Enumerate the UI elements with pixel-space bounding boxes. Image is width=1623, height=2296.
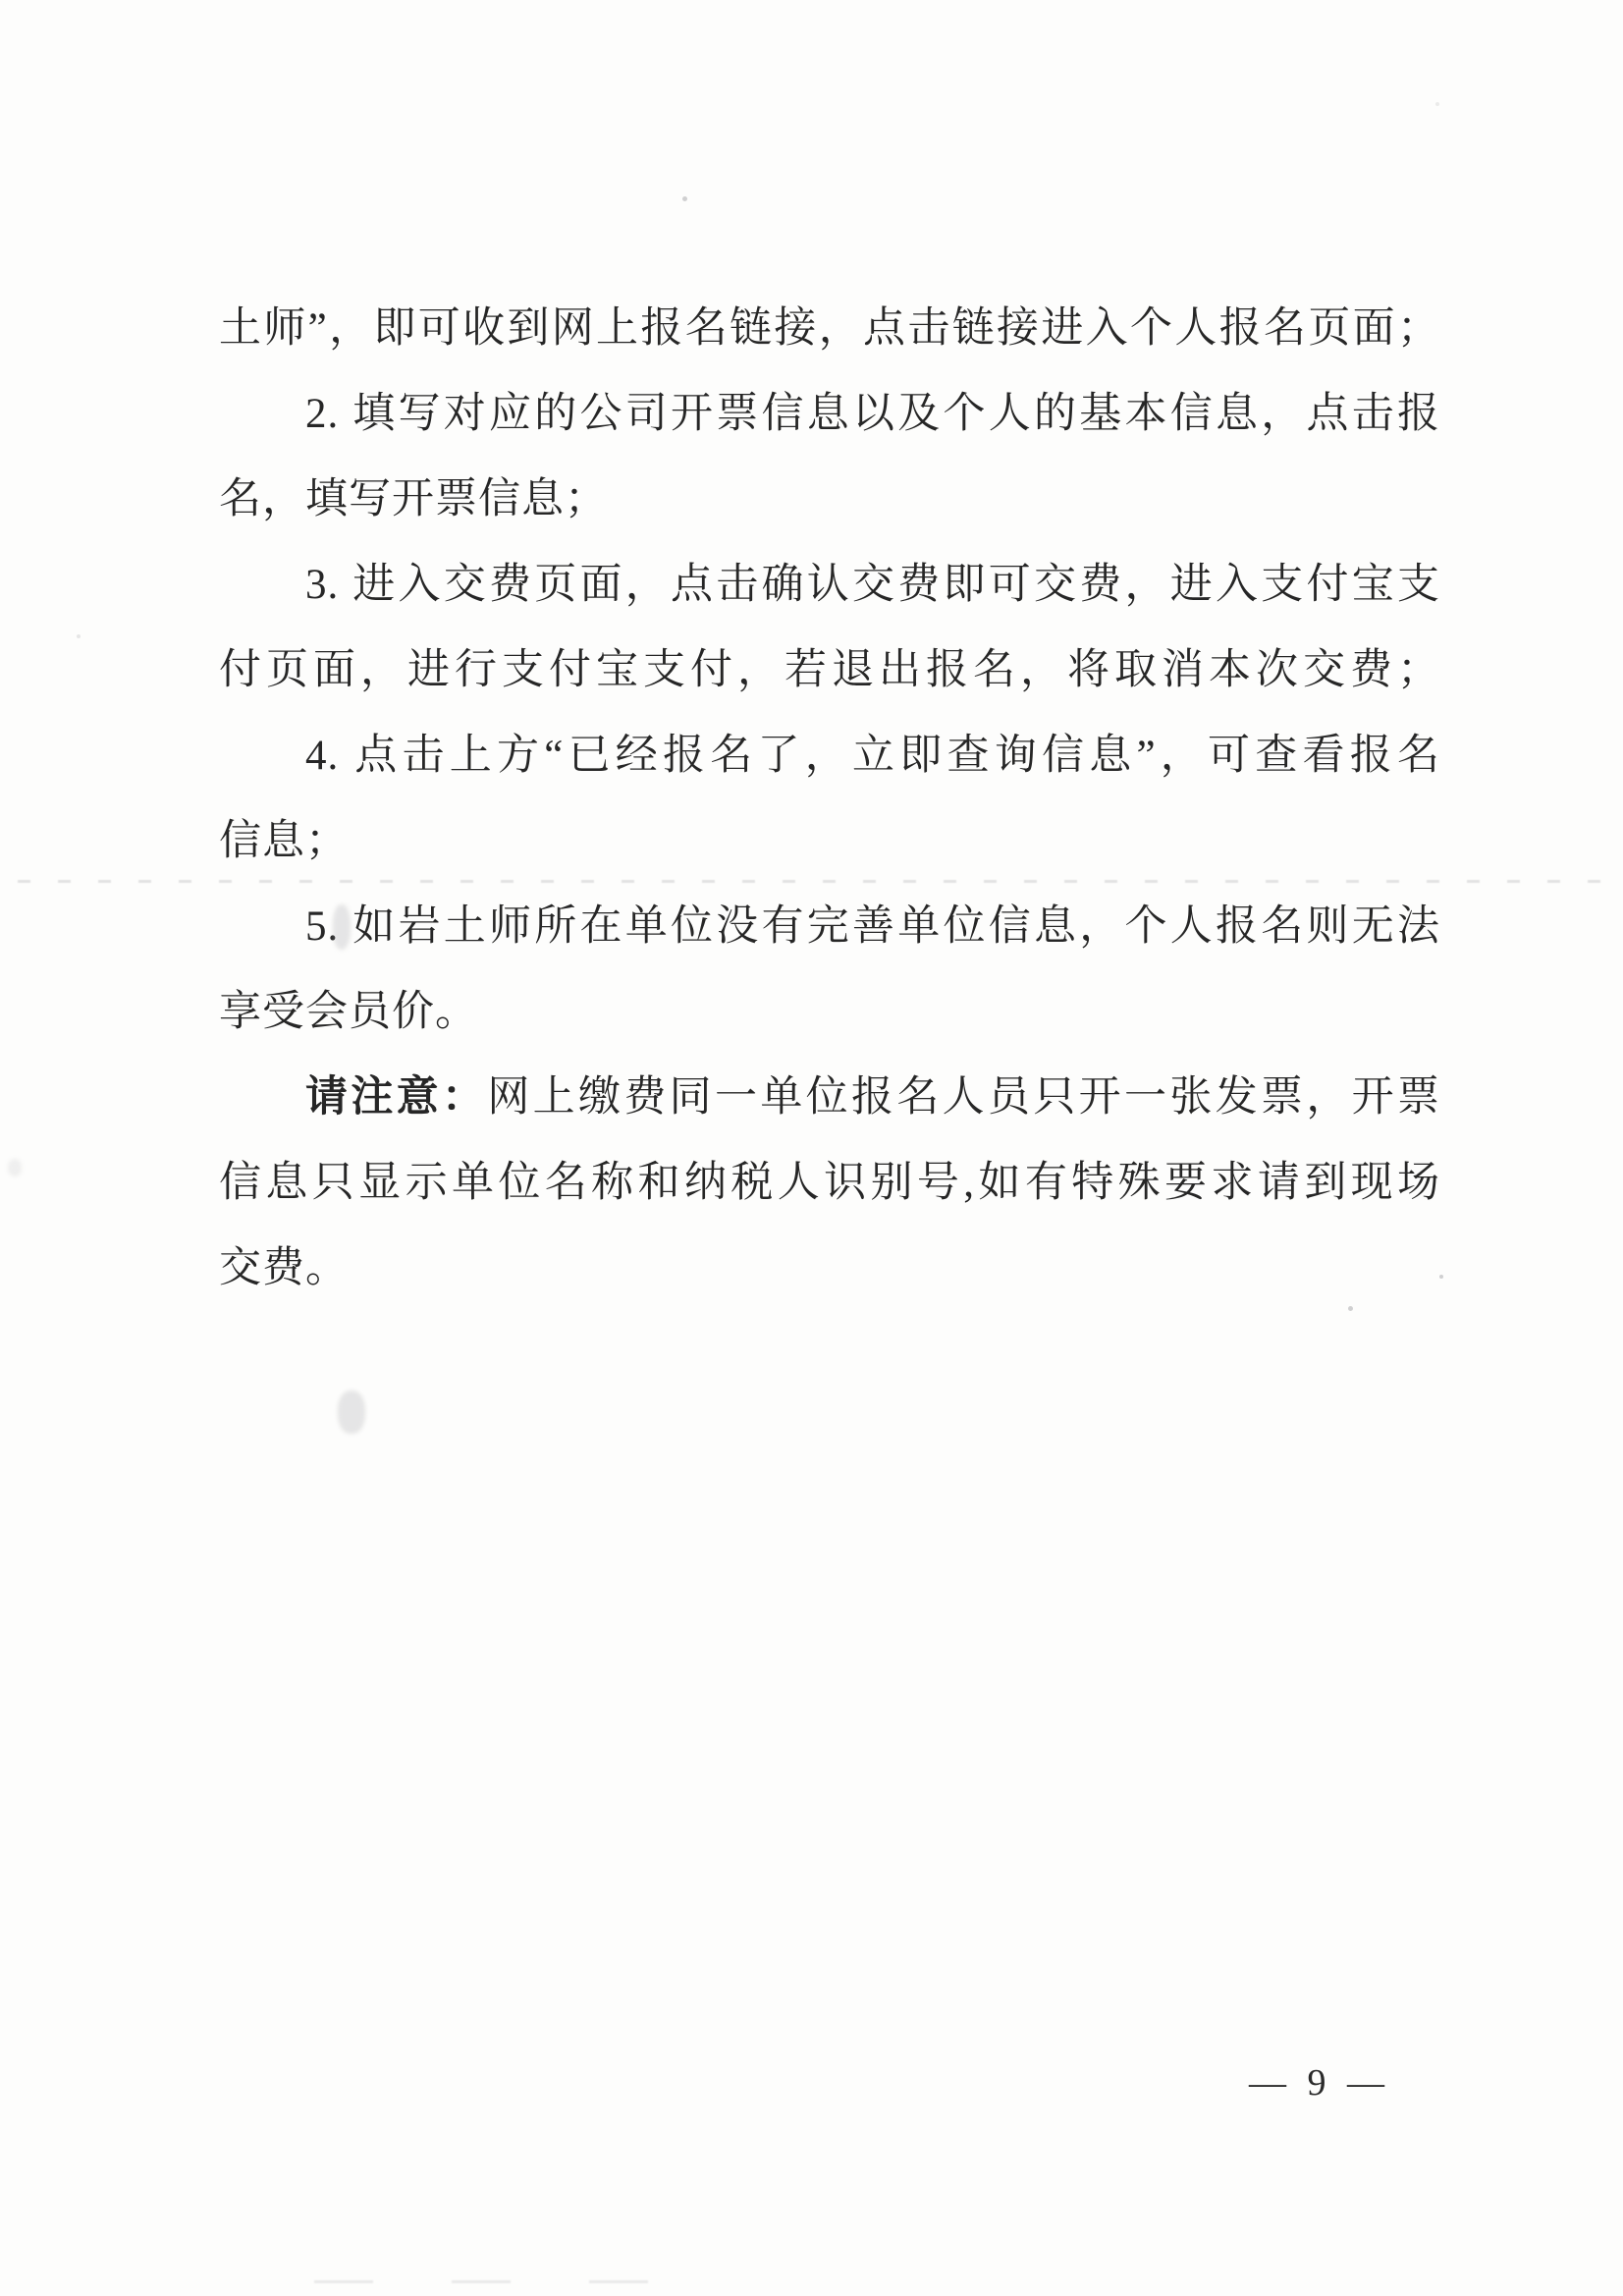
text-line: 交费。 bbox=[219, 1245, 349, 1291]
text-line: 5. 如岩土师所在单位没有完善单位信息，个人报名则无法 bbox=[305, 903, 1440, 950]
text-line: 付页面，进行支付宝支付，若退出报名，将取消本次交费； bbox=[219, 647, 1440, 693]
text-line: 3. 进入交费页面，点击确认交费即可交费，进入支付宝支 bbox=[305, 562, 1440, 608]
text-line: 信息只显示单位名称和纳税人识别号,如有特殊要求请到现场 bbox=[219, 1160, 1440, 1206]
notice-text: 网上缴费同一单位报名人员只开一张发票，开票 bbox=[487, 1074, 1441, 1121]
scan-artifact-smudge bbox=[333, 904, 351, 950]
text-line-notice bbox=[219, 1055, 1440, 1140]
text-line: 信息； bbox=[219, 818, 349, 864]
scan-artifact-speck bbox=[682, 196, 687, 201]
text-line: 2. 填写对应的公司开票信息以及个人的基本信息，点击报 bbox=[305, 391, 1440, 437]
scan-artifact-speck bbox=[1439, 1275, 1443, 1279]
notice-label: 请注意： bbox=[305, 1074, 488, 1121]
page-number: — 9 — bbox=[1249, 2062, 1390, 2104]
scan-artifact-smudge bbox=[338, 1391, 365, 1434]
scan-artifact-streak bbox=[314, 2280, 727, 2283]
scan-artifact-streak bbox=[18, 880, 1608, 883]
text-line: 土师”，即可收到网上报名链接，点击链接进入个人报名页面； bbox=[219, 305, 1440, 352]
scan-artifact-speck bbox=[1348, 1306, 1353, 1311]
scan-artifact-smudge bbox=[8, 1159, 22, 1176]
scan-artifact-speck bbox=[77, 634, 81, 638]
text-line: 4. 点击上方“已经报名了，立即查询信息”，可查看报名 bbox=[305, 733, 1440, 779]
scan-artifact-speck bbox=[1435, 102, 1439, 106]
text-line: 享受会员价。 bbox=[219, 989, 478, 1035]
text-line: 名，填写开票信息； bbox=[219, 476, 608, 522]
document-body bbox=[219, 286, 1440, 1311]
